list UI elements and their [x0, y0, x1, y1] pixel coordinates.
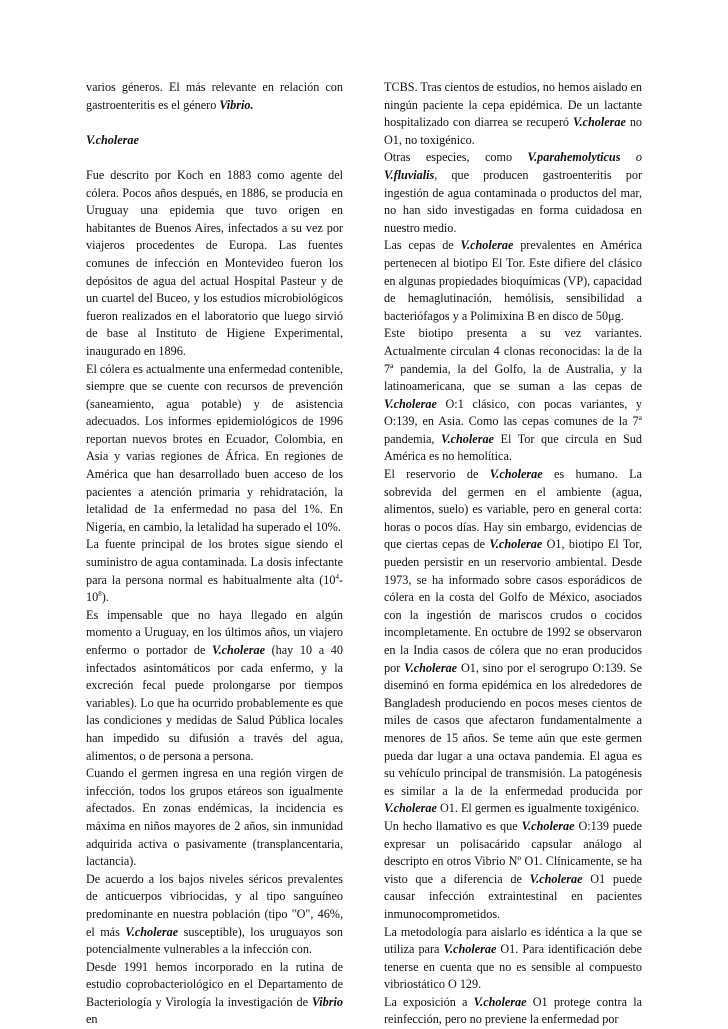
- paragraph-intro: [86, 79, 343, 114]
- text-run: , que producen gastroenteritis por ingestión de agua contaminada o productos del mar, no han sido investigadas en forma cuidadosa en nuestro medio.: [384, 167, 642, 235]
- species-name: V.parahemolyticus: [527, 150, 621, 165]
- paragraph-fuente: [86, 536, 343, 606]
- paragraph-colera: El cólera es actualmente una enfermedad contenible, siempre que se cuente con recursos de prevención (saneamiento, agua potable) y de asistencia adecuados. Los informes epidemiológicos de 1996 reportan nuevos brotes en Ecuador, Colombia, en Asia y varias regiones de África. En regiones de América que han desarrollado buen acceso de los pacientes a atención primaria y rehidratación, la letalidad de 1a enfermedad no pasa del 1%. En Nigeria, en cambio, la letalidad ha superado el 10%.: [86, 361, 343, 534]
- species-name: V.cholerae: [125, 924, 179, 939]
- text-run: O:139 puede expresar un polisacárido capsular análogo al descripto en otros Vibrio Nº O1. Clínicamente, se ha visto que a diferencia de: [384, 818, 642, 886]
- text-run: Otras especies, como: [384, 150, 528, 165]
- paragraph-impensable: [86, 607, 343, 765]
- genus-name: Vibrio.: [219, 97, 254, 112]
- text-run: La fuente principal de los brotes sigue siendo el suministro de agua contaminada. La dosis infectante para la persona normal es habitualmente alta (10: [86, 537, 343, 587]
- left-column: [86, 79, 343, 1029]
- paragraph-cepas: [384, 237, 642, 325]
- text-run: susceptible), los uruguayos son potencialmente vulnerables a la infección con.: [86, 924, 343, 957]
- species-name: V.cholerae: [384, 801, 437, 816]
- text-run: O1, biotipo El Tor, pueden persistir en un reservorio ambiental. Desde 1973, se ha informado sobre casos esporádicos de cólera en la costa del Golfo de México, asociados con la ingestión de mariscos crudos o cocidos incompletamente. En octubre de 1992 se observaron en la India casos de cólera que no eran producidos por: [384, 537, 643, 675]
- text-run: O1, sino por el serogrupo O:139. Se diseminó en forma epidémica en los alrededores de Bangladesh produciendo en pocos meses cientos de miles de casos que afectaron fundamentalmente a menores de 15 años. Se teme aún que este germen pueda dar lugar a una octava pandemia. El agua es su vehículo principal de transmisión. La patogénesis es similar a la de la enfermedad producida por: [384, 660, 642, 798]
- superscript: 4: [335, 572, 339, 581]
- text-run: La metodología para aislarlo es idéntica a la que se utiliza para: [384, 924, 642, 957]
- text-run: Un hecho llamativo es que: [384, 818, 522, 833]
- text-run: TCBS. Tras cientos de estudios, no hemos aislado en ningún paciente la cepa epidémica. De un lactante hospitalizado con diarrea se recuperó: [384, 80, 642, 130]
- text-run: El reservorio de: [384, 467, 490, 482]
- text-run: Desde 1991 hemos incorporado en la rutina de estudio coprobacteriológico en el Departamento de Bacteriología y Virología la investigación de: [86, 959, 343, 1009]
- text-run: varios géneros. El más relevante en relación con gastroenteritis es el género: [86, 80, 343, 112]
- text-run: Es impensable que no haya llegado en algún momento a Uruguay, en los últimos años, un viajero enfermo o portador de: [86, 607, 343, 657]
- paragraph-exposicion: [384, 994, 642, 1029]
- species-name: V.cholerae: [441, 431, 494, 446]
- species-name: V.cholerae: [489, 467, 543, 482]
- text-run: O1. El germen es igualmente toxigénico.: [436, 801, 640, 816]
- text-run: La exposición a: [384, 994, 474, 1009]
- right-column: [384, 79, 642, 1029]
- text-run: Las cepas de: [384, 238, 461, 253]
- text-run: es humano. La sobrevida del germen en el ambiente (agua, alimentos, suelo) es variable, pero en general corta: horas o pocos días. Hay sin embargo, evidencias de que ciertas cepas de: [384, 467, 642, 552]
- species-name: V.cholerae: [521, 818, 575, 833]
- paragraph-otras: [384, 149, 642, 237]
- species-name: V.cholerae: [384, 396, 437, 411]
- paragraph-germen: Cuando el germen ingresa en una región virgen de infección, todos los grupos etáreos son igualmente afectados. En zonas endémicas, la incidencia es máxima en niños mayores de 2 años, sin inmunidad adquirida activa o pasivamente (transplancentaria, lactancia).: [86, 766, 343, 869]
- text-run: o: [620, 150, 642, 165]
- paragraph-bajos: [86, 871, 343, 959]
- species-name: V.cholerae: [572, 115, 626, 130]
- superscript: 8: [98, 590, 102, 599]
- text-run: -10: [86, 572, 343, 605]
- text-run: prevalentes en América pertenecen al biotipo El Tor. Este difiere del clásico en algunas propiedades bioquímicas (VP), capacidad de hemaglutinación, hemólisis, sensibilidad a bacteriófagos y a Polimixina B en disco de 50μg.: [384, 238, 643, 323]
- species-name: V.cholerae: [529, 871, 583, 886]
- species-name: V.cholerae: [212, 643, 265, 657]
- paragraph-reservorio: [384, 466, 642, 818]
- paragraph-tcbs: [384, 79, 642, 149]
- text-run: O1 protege contra la reinfección, pero no previene la enfermedad por: [384, 994, 642, 1027]
- species-name: V.fluvialis: [384, 167, 435, 182]
- paragraph-hecho: [384, 818, 642, 924]
- species-name: V.cholerae: [473, 994, 527, 1009]
- text-run: O:1 clásico, con pocas variantes, y O:139, en Asia. Como las cepas comunes de la 7ª pandemia,: [384, 396, 642, 446]
- paragraph-1991: [86, 959, 343, 1029]
- paragraph-biotipo: [384, 325, 642, 466]
- text-run: Este biotipo presenta a su vez variantes. Actualmente circulan 4 clonas reconocidas: la de la 7ª pandemia, la del Golfo, la de Australia, y la latinoamericana, que se suman a las cepas de: [384, 326, 642, 394]
- species-name: V.cholerae: [404, 660, 458, 675]
- text-run: en: [86, 1012, 98, 1027]
- paragraph-koch: Fue descrito por Koch en 1883 como agente del cólera. Pocos años después, en 1886, se producía en Uruguay una epidemia que tuvo origen en habitantes de Buenos Aires, infectados a su vez por viajeros procedentes de Europa. Las fuentes comunes de infección en Montevideo fueron los depósitos de agua del actual Hospital Pasteur y de un cuartel del Buceo, y los estudios microbiológicos fueron realizados en el laboratorio que luego sirvió de base al Instituto de Higiene Experimental, inaugurado en 1896.: [86, 167, 343, 358]
- species-name: V.cholerae: [443, 942, 497, 957]
- text-run: ).: [101, 590, 109, 605]
- section-heading: V.cholerae: [86, 132, 139, 147]
- species-name: V.cholerae: [489, 537, 543, 552]
- text-run: (hay 10 a 40 infectados asintomáticos por cada enfermo, y la excreción fecal puede prolongarse por tiempos variables). Lo que ha ocurrido probablemente es que las condiciones y medidas de Salud Pública locales han impedido su difusión a través del agua, alimentos, o de persona a persona.: [86, 643, 343, 763]
- text-run: no O1, no toxigénico.: [384, 115, 643, 147]
- genus-name: Vibrio: [311, 994, 343, 1009]
- text-run: O1. Para identificación debe tenerse en cuenta que no es sensible al compuesto vibriostático O 129.: [384, 942, 642, 992]
- species-name: V.cholerae: [460, 238, 514, 253]
- text-run: De acuerdo a los bajos niveles séricos prevalentes de anticuerpos vibriocidas, y al tipo sanguíneo predominante en nuestra población (tipo "O", 46%, el más: [86, 871, 343, 939]
- paragraph-metodologia: [384, 924, 642, 994]
- text-run: El Tor que circula en Sud América es no hemolítica.: [384, 431, 642, 464]
- text-run: O1 puede causar infección extraintestinal en pacientes inmunocomprometidos.: [384, 871, 642, 921]
